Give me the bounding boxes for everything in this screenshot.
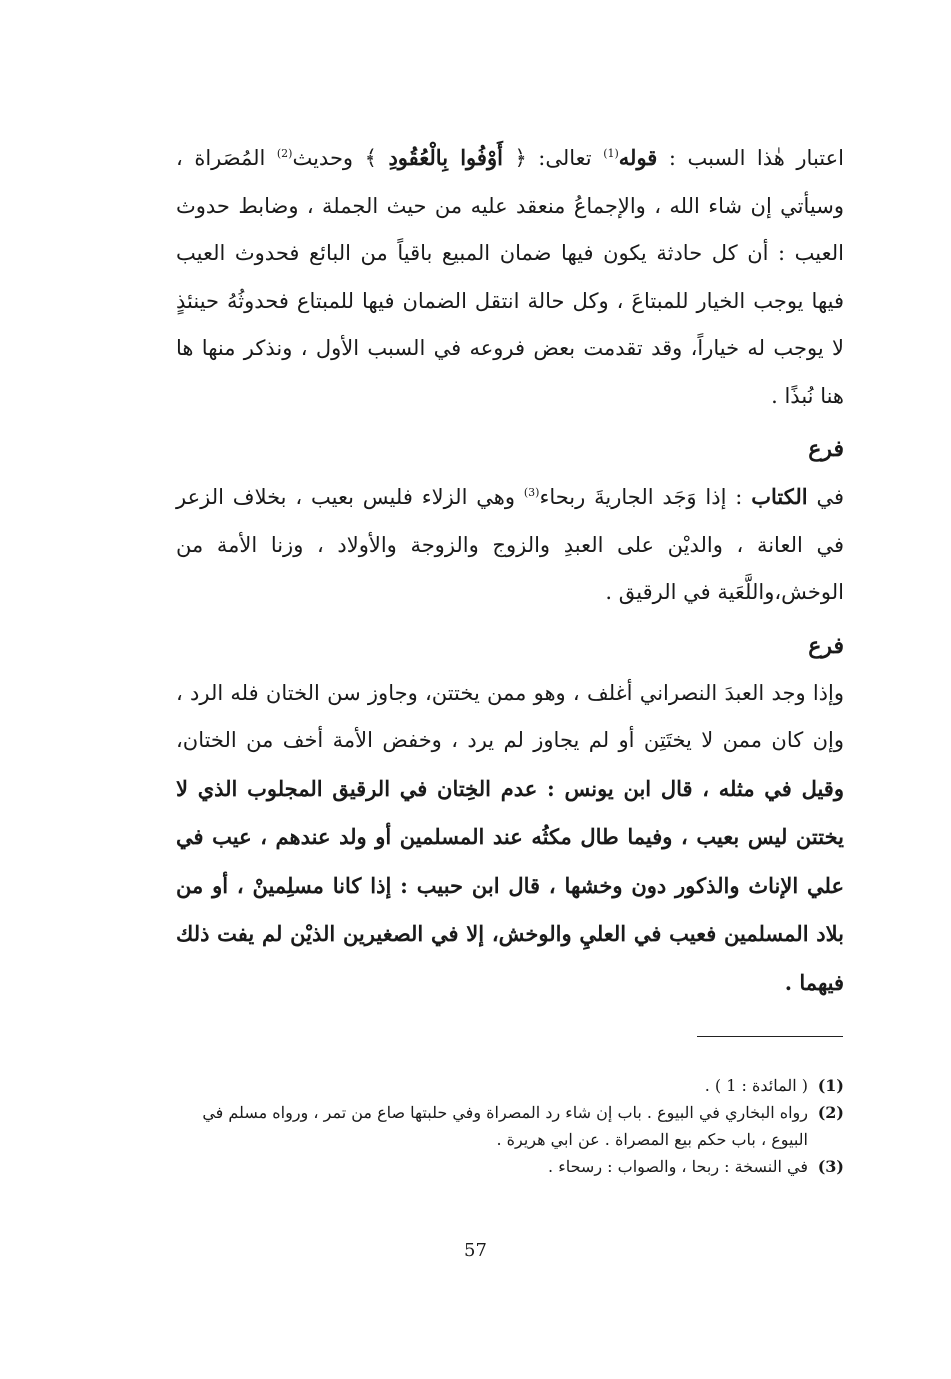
footnote-text: ( المائدة : 1 ) .: [704, 1076, 808, 1095]
text-run: ﴾ وحديث: [292, 146, 389, 170]
text-run: في: [807, 485, 844, 509]
footnote-number: (2): [817, 1103, 844, 1122]
paragraph-1: [176, 134, 844, 420]
quran-verse: أَوْفُوا بِالْعُقُودِ: [388, 145, 503, 170]
text-run: قوله: [618, 145, 658, 170]
text-run: الكتاب: [751, 484, 808, 509]
text-run: : إذا وَجَد الجاريةَ ربحاء: [539, 485, 752, 509]
text-run: تعالى: ﴿: [502, 146, 604, 170]
footnote-ref[interactable]: (2): [276, 147, 293, 160]
section-heading: فرع: [808, 436, 844, 462]
footnote-text: رواه البخاري في البيوع . باب إن شاء رد المصراة وفي حلبتها صاع من تمر ، ورواه مسلم في البيوع ، باب حكم بيع المصراة . عن ابي هريرة .: [202, 1103, 808, 1149]
footnote-ref[interactable]: (3): [523, 486, 540, 499]
text-run: وهي الزلاء فليس بعيب ، بخلاف الزعر في العانة ، والديْن على العبدِ والزوج والزوجة والأولاد ، وزنا الأمة من الوخش،واللَّعَية في الرقيق .: [176, 485, 844, 604]
page-number: 57: [464, 1240, 487, 1261]
paragraph-3: [176, 670, 844, 1008]
footnote: [176, 1072, 844, 1099]
text-run: المُصَراة ، وسيأتي إن شاء الله ، والإجماعُ منعقد عليه من حيث الجملة ، وضابط حدوث العيب : أن كل حادثة يكون فيها ضمان المبيع باقياً من البائع فحدوث العيب فيها يوجب الخيار للمبتاعَ ، وكل حالة انتقل الضمان فيها للمبتاع فحدوثُهُ حينئذٍ لا يوجب له خياراً، وقد تقدمت بعض فروعه في السبب الأول ، ونذكر منها ها هنا نُبذًا .: [176, 146, 844, 408]
footnote-number: (3): [817, 1157, 844, 1176]
text-run: وإذا وجد العبدَ النصراني أغلف ، وهو ممن يختتن، وجاوز سن الختان فله الرد ، وإن كان ممن لا يختَتِن أو لم يجاوز لم يرد ، وخفض الأمة أخف من الختان،: [176, 680, 844, 752]
text-run: وقيل في مثله ، قال ابن يونس : عدم الخِتان في الرقيق المجلوب الذي لا يختتن ليس بعيب ، وفيما طال مكثُه عند المسلمين أو ولد عندهم ، عيب في علي الإناث والذكور دون وخشها ، قال ابن حبيب : إذا كانا مسلِمينْ ، أو من بلاد المسلمين فعيب في العليِ والوخش، إلا في الصغيرين الذيْن لم يفت ذلك فيهما .: [176, 775, 844, 995]
footnote-text: في النسخة : ربحا ، والصواب : رسحاء .: [548, 1157, 808, 1176]
text-run: اعتبار هٰذا السبب :: [657, 146, 844, 170]
main-text: [176, 134, 844, 1007]
footnote-number: (1): [817, 1076, 844, 1095]
footnote-ref[interactable]: (1): [603, 147, 619, 160]
paragraph-2: [176, 473, 844, 617]
section-heading: فرع: [808, 632, 844, 659]
footnote: [176, 1153, 844, 1180]
footnote: [176, 1099, 844, 1153]
footnotes: [176, 1072, 844, 1180]
footnote-divider: [697, 1036, 843, 1037]
